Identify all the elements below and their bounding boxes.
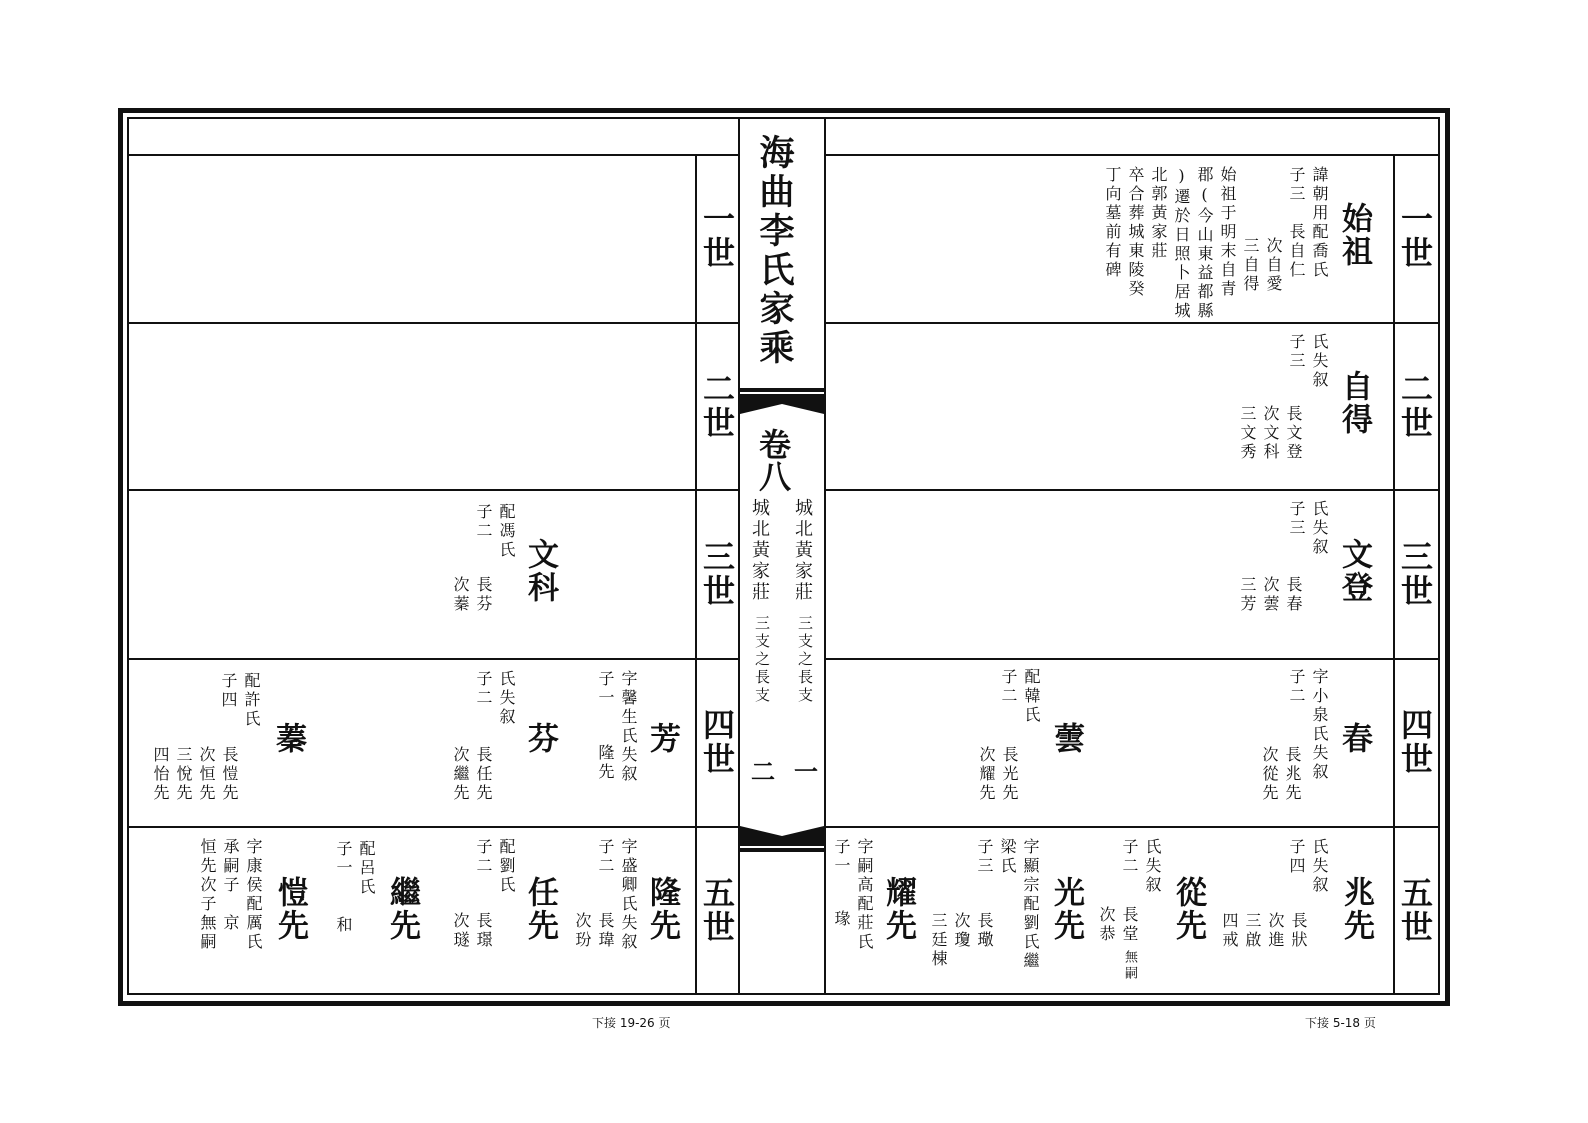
row-rule-4-right [826, 826, 1440, 828]
child-entry: 次自愛 [1264, 237, 1283, 294]
child-entry: 次恒先 [197, 746, 216, 803]
person-note: 氏失叙 [1310, 333, 1329, 390]
person-note: 氏失叙 [1143, 838, 1162, 895]
child-entry: 次文科 [1261, 405, 1280, 462]
person-note: 子二 [999, 668, 1018, 706]
person-note: 子一 [832, 838, 851, 876]
gen-label-1-right: 一世 [1396, 202, 1434, 270]
person-note: 字小泉氏失叙 [1310, 668, 1329, 782]
child-entry: 次耀先 [977, 746, 996, 803]
person-note: 字嗣高配莊氏 [855, 838, 874, 952]
child-entry: 長愷先 [220, 746, 239, 803]
person-name: 從先 [1170, 876, 1206, 942]
person-name: 兆先 [1338, 876, 1374, 942]
gen-label-4-right: 四世 [1396, 708, 1434, 776]
person-note: 恒先次子無嗣 [198, 838, 217, 952]
child-entry: 長光先 [1000, 746, 1019, 803]
person-note: 子一 [334, 840, 353, 878]
child-entry: 四戒 [1220, 912, 1239, 950]
row-rule-1-right [826, 322, 1440, 324]
spine-fishtail-top [740, 388, 824, 420]
person-note: 梁氏 [998, 838, 1017, 876]
child-entry: 次繼先 [451, 746, 470, 803]
gen-label-5-right: 五世 [1396, 876, 1434, 944]
person-name: 春 [1336, 722, 1372, 755]
volume-label: 卷八 [754, 428, 792, 492]
biography-line: 始祖于明末自青 [1218, 166, 1237, 299]
left-gen-column-rule [695, 154, 697, 995]
right-gen-column-rule [1393, 154, 1395, 995]
person-name: 芳 [644, 722, 680, 755]
branch-right-number: 一 [794, 757, 818, 786]
row-rule-3-right [826, 658, 1440, 660]
person-note: 子二 [474, 670, 493, 708]
child-entry: 次璲 [451, 912, 470, 950]
child-entry: 長文登 [1284, 405, 1303, 462]
child-entry: 長璟 [474, 912, 493, 950]
top-rule-right [826, 154, 1440, 156]
child-entry: 次從先 [1260, 746, 1279, 803]
child-entry: 長狀 [1289, 912, 1308, 950]
person-note: 承嗣子 京 [221, 838, 240, 933]
child-entry: 三自得 [1241, 237, 1260, 294]
spine-right-rule [824, 117, 826, 995]
spine-fishtail-bottom [740, 822, 824, 854]
child-entry: 次蕓 [1261, 576, 1280, 614]
biography-line: 郡(今山東益都縣 [1195, 166, 1214, 321]
person-note: 配呂氏 [357, 840, 376, 897]
branch-left-number: 二 [751, 757, 775, 786]
row-rule-2-left [127, 489, 739, 491]
child-entry: 長璥 [975, 912, 994, 950]
person-note: 子一 [596, 670, 615, 708]
person-note: 子三 [975, 838, 994, 876]
child-entry: 次瓊 [952, 912, 971, 950]
child-note: 無嗣 [1122, 950, 1137, 982]
person-note: 字顯宗配劉氏繼 [1021, 838, 1040, 971]
child-entry: 三芳 [1238, 576, 1257, 614]
child-entry: 長任先 [474, 746, 493, 803]
child-entry: 隆先 [596, 744, 615, 782]
gen-label-5-left: 五世 [698, 876, 736, 944]
person-name: 文登 [1336, 538, 1372, 604]
person-note: 子二 [1287, 668, 1306, 706]
footer-continuation-left: 下接 19-26 页 [592, 1016, 671, 1030]
child-entry: 長堂 [1120, 906, 1139, 944]
person-name: 始祖 [1336, 202, 1372, 268]
gen-label-2-right: 二世 [1396, 372, 1434, 440]
person-note: 子三 長自仁 [1287, 166, 1306, 280]
person-note: 子四 [1287, 838, 1306, 876]
person-note: 子二 [474, 503, 493, 541]
child-entry: 次進 [1266, 912, 1285, 950]
child-entry: 三文秀 [1238, 405, 1257, 462]
person-name: 光先 [1048, 876, 1084, 942]
person-note: 子二 [1120, 838, 1139, 876]
person-note: 子二 [596, 838, 615, 876]
person-note: 配馮氏 [497, 503, 516, 560]
gen-label-3-right: 三世 [1396, 540, 1434, 608]
row-rule-3-left [127, 658, 739, 660]
branch-right-sub: 三支之長支 [796, 615, 814, 705]
child-entry: 次恭 [1097, 906, 1116, 944]
top-rule-left [127, 154, 739, 156]
person-note: 配韓氏 [1022, 668, 1041, 725]
child-entry: 三悅先 [174, 746, 193, 803]
person-note: 氏失叙 [1310, 500, 1329, 557]
person-name: 耀先 [880, 876, 916, 942]
person-note: 子二 [474, 838, 493, 876]
biography-line: )遷於日照卜居城 [1172, 166, 1191, 321]
child-entry: 次玢 [573, 912, 592, 950]
person-note: 子四 [219, 672, 238, 710]
person-note: 配劉氏 [497, 838, 516, 895]
person-note: 氏失叙 [1310, 838, 1329, 895]
branch-right-place: 城北黃家莊 [792, 498, 813, 603]
person-name: 繼先 [384, 876, 420, 942]
child-entry: 次蓁 [451, 576, 470, 614]
gen-label-2-left: 二世 [698, 372, 736, 440]
person-name: 文科 [522, 538, 558, 604]
person-note: 字盛卿氏失叙 [619, 838, 638, 952]
person-note: 字馨生氏失叙 [619, 670, 638, 784]
person-name: 愷先 [272, 876, 308, 942]
person-note: 氏失叙 [497, 670, 516, 727]
person-note: 配許氏 [242, 672, 261, 729]
person-note: 字康侯配厲氏 [244, 838, 263, 952]
child-entry: 四怡先 [151, 746, 170, 803]
child-entry: 和 [334, 916, 353, 935]
person-note: 子三 [1287, 333, 1306, 371]
gen-label-3-left: 三世 [698, 540, 736, 608]
person-name: 任先 [522, 876, 558, 942]
person-name: 芬 [522, 722, 558, 755]
spine-left-rule [738, 117, 740, 995]
child-entry: 長春 [1284, 576, 1303, 614]
child-entry: 長瑋 [596, 912, 615, 950]
person-note: 子三 [1287, 500, 1306, 538]
gen-label-4-left: 四世 [698, 708, 736, 776]
child-entry: 三啟 [1243, 912, 1262, 950]
biography-line: 北郭黃家莊 [1149, 166, 1168, 261]
child-entry: 瑑 [832, 910, 851, 929]
person-name: 蕓 [1048, 722, 1084, 755]
child-entry: 長芬 [474, 576, 493, 614]
child-entry: 三廷棟 [929, 912, 948, 969]
gen-label-1-left: 一世 [698, 202, 736, 270]
row-rule-1-left [127, 322, 739, 324]
footer-continuation-right: 下接 5-18 页 [1305, 1016, 1376, 1030]
person-name: 自得 [1336, 370, 1372, 436]
row-rule-4-left [127, 826, 739, 828]
child-entry: 長兆先 [1283, 746, 1302, 803]
row-rule-2-right [826, 489, 1440, 491]
person-name: 蓁 [270, 722, 306, 755]
biography-line: 丁向墓前有碑 [1103, 166, 1122, 280]
person-name: 隆先 [644, 876, 680, 942]
book-title: 海曲李氏家乘 [754, 134, 795, 368]
branch-left-sub: 三支之長支 [753, 615, 771, 705]
biography-line: 卒合葬城東陵癸 [1126, 166, 1145, 299]
branch-left-place: 城北黃家莊 [749, 498, 770, 603]
person-note: 諱朝用配喬氏 [1310, 166, 1329, 280]
